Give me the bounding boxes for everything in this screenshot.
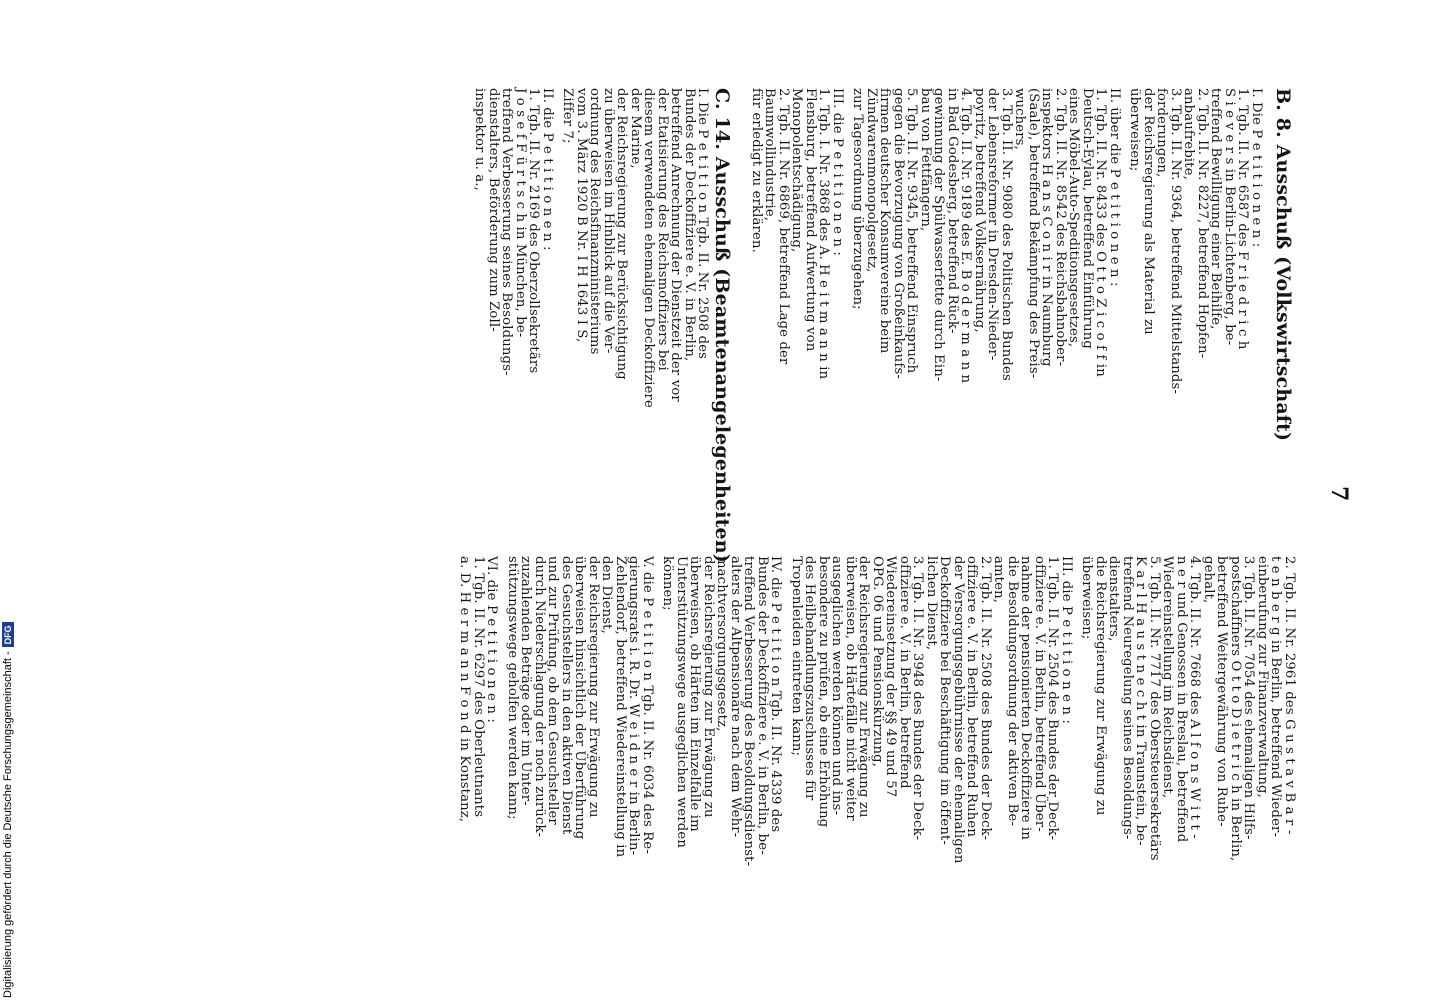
text-line: dienstalters, Beförderung zum Zoll-	[486, 88, 501, 332]
text-line: gegen die Bevorzugung von Großeinkaufs-	[891, 88, 906, 380]
text-line: betreffend Anrechnung der Dienstzeit der vor	[668, 88, 684, 402]
text-line: treffend Bewilligung einer Beihilfe,	[1208, 88, 1224, 330]
text-line: postschaffners O t t o D i e t r i c h in Berlin,	[1228, 556, 1243, 862]
text-line: der Reichsregierung als Material zu	[1141, 88, 1156, 335]
text-line: n e r und Genossen in Breslau, betreffend	[1174, 556, 1189, 843]
text-line: Ziffer 7;	[560, 88, 576, 144]
text-line: treffend Verbesserung des Besoldungsdienst-	[741, 556, 757, 867]
text-line: 1. Tgb. II. Nr. 6297 des Oberleutnants	[471, 556, 486, 818]
text-line: Unterstützungswege ausgeglichen werden	[674, 556, 689, 848]
text-line: Deutsch-Eylau, betreffend Einführung	[1080, 88, 1095, 349]
text-line: Bundes der Deckoffiziere e. V. in Berlin,	[682, 88, 697, 362]
text-line: VI. die P e t i t i o n e n :	[484, 556, 500, 723]
text-line: 1. Tgb. II. Nr. 8433 des O t t o Z i c o f f in	[1093, 88, 1109, 377]
text-line: der Reichsregierung zur Erwägung zu	[586, 556, 601, 818]
text-line: der Etatisierung des Reichsmoffiziers bei	[655, 88, 670, 371]
text-line: nahme der pensionierten Deckoffiziere in	[1018, 556, 1034, 841]
text-line: die Besoldungsordnung der aktiven Be-	[1005, 556, 1020, 827]
text-line: überweisen, ob Härten im Einzelfalle im	[687, 556, 703, 832]
text-line: machtversorgungsgesetz,	[714, 556, 730, 732]
text-line: des Gesuchstellers in den aktiven Dienst	[559, 556, 574, 835]
digitization-footer	[2, 622, 14, 998]
text-line: S i e v e r s in Berlin-Lichtenberg, be-	[1222, 88, 1237, 346]
text-line: 1. Tgb. II. Nr. 6587 des F r i e d r i c h	[1235, 88, 1251, 350]
text-line: in Bad Godesberg, betreffend Rück-	[945, 88, 960, 334]
text-line: 1. Tgb. I. Nr. 3868 des A. H e i t m a n n in	[816, 88, 832, 380]
text-line: überweisen hinsichtlich der Überführung	[572, 556, 588, 840]
text-line: der Lebensreformer in Dresden-Nieder-	[985, 88, 1001, 361]
section-heading: C. 14. Ausschuß (Beamtenangelegenheiten)	[711, 88, 734, 563]
text-line: 2. Tgb. II. Nr. 6869, betreffend Lage der	[776, 88, 791, 365]
text-line: der Reichsregierung zur Berücksichtigung	[614, 88, 630, 380]
text-line: amten,	[991, 556, 1007, 604]
text-line: der Reichsregierung zur Erwägung zu	[856, 556, 872, 818]
text-line: für erledigt zu erklären.	[749, 88, 764, 253]
text-line: firmen deutscher Konsumvereine beim	[877, 88, 893, 354]
text-line: können;	[660, 556, 676, 611]
text-line: Zehlendorf, betreffend Wiedereinstellung in	[613, 556, 628, 858]
text-line: zur Tagesordnung überzugehen;	[850, 88, 866, 310]
text-line: des Heilbehandlungszuschusses für	[802, 556, 818, 801]
text-line: der Marine,	[628, 88, 643, 169]
text-line: forderungen,	[1154, 88, 1170, 178]
text-line: Bundes der Deckoffiziere e. V. in Berlin, be-	[755, 556, 770, 855]
text-line: dienstalters,	[1106, 556, 1122, 642]
text-line: eines Möbel-Auto-Speditionsgesetzes,	[1066, 88, 1082, 348]
text-line: durch Niederschlagung der noch zurück-	[532, 556, 547, 837]
text-line: poyritz, betreffend Volksernährung,	[972, 88, 987, 333]
text-line: 1. Tgb. II. Nr. 2504 des Bundes der Deck-	[1045, 556, 1061, 841]
text-line: überweisen, ob Härtefälle nicht weiter	[843, 556, 858, 821]
text-line: Baumwollindustrie,	[762, 88, 778, 222]
text-line: 2. Tgb. II. Nr. 8542 des Reichsbahnober-	[1053, 88, 1068, 367]
text-line: überweisen;	[1079, 556, 1095, 640]
text-line: Deckoffiziere bei Beschäftigung im öffent-	[937, 556, 953, 846]
text-line: t e n b e r g in Berlin, betreffend Wieder-	[1268, 556, 1284, 838]
text-line: a. D. H e r m a n n F o n d in Konstanz,	[457, 556, 473, 823]
text-line: offiziere e. V. in Berlin, betreffend Ruhen	[964, 556, 980, 838]
text-line: offiziere e. V. in Berlin, betreffend Über-	[1032, 556, 1047, 832]
text-line: zuzahlenden Beträge oder im Unter-	[518, 556, 534, 806]
text-line: gierungsrats i. R. Dr. W e i d n e r in Berlin-	[626, 556, 642, 856]
text-line: 2. Tgb. II. Nr. 8227, betreffend Hopfen-	[1195, 88, 1210, 359]
text-line: 3. Tgb. II. Nr. 3948 des Bundes der Deck-	[910, 556, 926, 841]
dfg-logo: DFG	[2, 622, 14, 647]
text-line: 4. Tgb. II. Nr. 7668 des A l f o n s W i t t -	[1187, 556, 1203, 839]
text-line: OPG. 06 und Pensionskürzung,	[870, 556, 885, 768]
footer-text: Digitalisierung gefördert durch die Deutsche Forschungsgemeinschaft -	[2, 651, 14, 998]
text-line: gewinnung der Spülwasserfette durch Ein-	[931, 88, 947, 382]
text-line: Flensburg, betreffend Aufwertung von	[803, 88, 818, 352]
text-line: Monopolentschädigung,	[789, 88, 805, 253]
right-column	[458, 556, 1296, 916]
text-line: lichen Dienst,	[924, 556, 939, 651]
text-line: K a r l H a u s t n e c h t in Traunstein, be-	[1133, 556, 1149, 846]
text-line: 3. Tgb. II. Nr. 9080 des Politischen Bundes	[999, 88, 1014, 381]
text-line: zu überweisen im Hinblick auf die Ver-	[601, 88, 616, 354]
text-line: diesem verwendeten ehemaligen Deckoffiziere	[641, 88, 657, 408]
text-line: besondere zu prüfen, ob eine Erhöhung	[816, 556, 831, 828]
text-line: (Saale), betreffend Bekämpfung des Preis-	[1026, 88, 1041, 379]
text-line: ordnung des Reichsfinanzministeriums	[587, 88, 603, 355]
text-line: wuchers,	[1012, 88, 1028, 150]
text-line: I. Die P e t i t i o n Tgb. II. Nr. 2508 des	[695, 88, 711, 360]
text-line: vom 3. März 1920 B Nr. I H 1643 I S,	[574, 88, 589, 343]
text-line: offiziere e. V. in Berlin, betreffend	[897, 556, 912, 789]
text-line: Tropenleiden eintreten kann;	[789, 556, 804, 757]
page-number: 7	[1326, 486, 1352, 502]
text-line: 3. Tgb. II. Nr. 9364, betreffend Mittelstands-	[1168, 88, 1183, 395]
text-line: alters der Altpensionäre nach dem Wehr-	[728, 556, 743, 838]
text-line: treffend Neuregelung seines Besoldungs-	[1120, 556, 1135, 840]
text-line: IV. die P e t i t i o n Tgb. II. Nr. 4339 des	[768, 556, 784, 833]
text-line: I. Die P e t i t i o n e n :	[1249, 88, 1264, 248]
text-line: 5. Tgb. II. Nr. 9345, betreffend Einspruch	[904, 88, 920, 374]
text-line: anbaufrebite,	[1181, 88, 1197, 181]
text-line: ausgeglichen werden können und ins-	[829, 556, 845, 816]
text-line: stützungswege geholfen werden kann;	[505, 556, 520, 820]
text-line: inspektors H a n s C o n i r in Naumburg	[1039, 88, 1055, 367]
text-line: III. die P e t i t i o n e n :	[1059, 556, 1074, 724]
text-line: gehalt,	[1201, 556, 1216, 604]
text-line: treffend Verbesserung seines Besoldungs-	[499, 88, 515, 376]
text-line: einberufung zur Finanzverwaltung,	[1255, 556, 1270, 798]
text-line: 3. Tgb. II. Nr. 7054 des ehemaligen Hilfs-	[1241, 556, 1257, 840]
text-line: III. die P e t i t i o n e n :	[830, 88, 845, 256]
text-line: 2. Tgb. II. Nr. 2508 des Bundes der Deck-	[978, 556, 993, 841]
text-line: den Dienst,	[599, 556, 615, 634]
text-line: Zündwarenmonopolgesetz,	[864, 88, 879, 273]
text-line: 5. Tgb. II. Nr. 7717 des Obersteuersekretärs	[1147, 556, 1162, 861]
text-line: II. die P e t i t i o n e n :	[540, 88, 555, 251]
right-column-text	[458, 556, 1296, 916]
text-line: bau von Fettfängern,	[918, 88, 933, 232]
text-line: 4. Tgb. II. Nr. 9189 des E. B o d e r m a n n	[958, 88, 974, 384]
text-line: betreffend Weitergewährung von Ruhe-	[1214, 556, 1230, 827]
text-line: Wiedereinsetzung der §§ 49 und 57	[883, 556, 899, 798]
text-line: und zur Prüfung, ob dem Gesuchsteller	[545, 556, 561, 825]
text-line: J o s e f F ü r t s c h in München, be-	[513, 88, 528, 338]
text-line: die Reichsregierung zur Erwägung zu	[1093, 556, 1108, 816]
text-line: 2. Tgb. II. Nr. 2961 des G u s t a v B a r -	[1282, 556, 1297, 835]
section-heading: B. 8. Ausschuß (Volkswirtschaft)	[1272, 88, 1294, 442]
text-line: V. die P e t i t i o n Tgb. II. Nr. 6034 des Re-	[640, 556, 655, 854]
text-line: der Reichsregierung zur Erwägung zu	[701, 556, 716, 818]
text-line: der Versorgungsgebührnisse der ehemaligen	[951, 556, 966, 864]
text-line: 1. Tgb. II. Nr. 2169 des Oberzollsekretärs	[526, 88, 542, 374]
text-line: Wiedereinstellung im Reichsdienst,	[1160, 556, 1176, 799]
text-line: inspektor u. a.,	[472, 88, 488, 191]
text-line: II. über die P e t i t i o n e n :	[1107, 88, 1122, 287]
text-line: überweisen;	[1127, 88, 1143, 172]
